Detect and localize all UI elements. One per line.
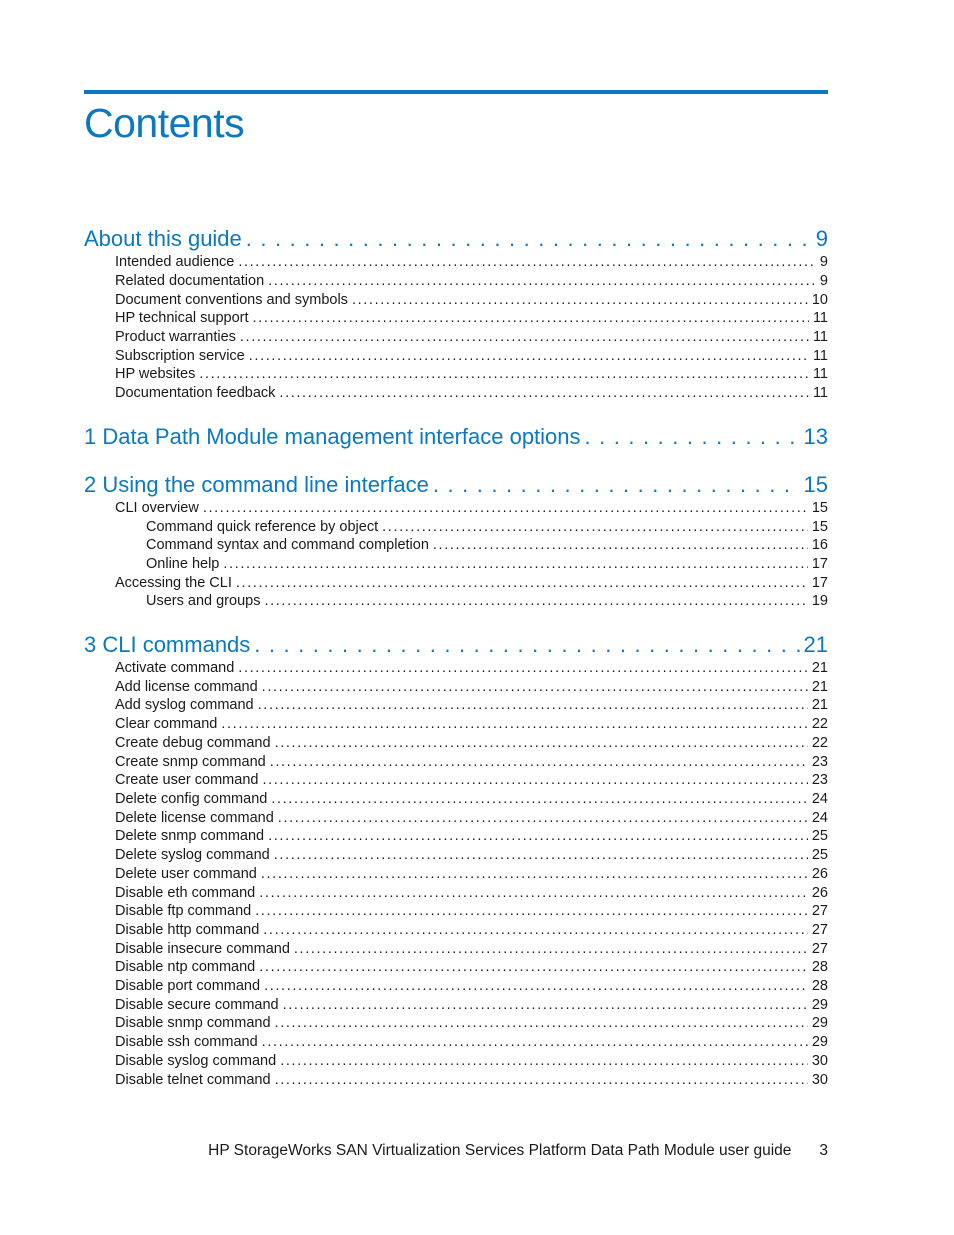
toc-entry-title: Delete syslog command <box>115 847 270 863</box>
toc-chapter-entry[interactable] <box>84 424 828 452</box>
toc-entry-title: Command syntax and command completion <box>146 537 429 553</box>
toc-entry-title: Create user command <box>115 772 259 788</box>
toc-leader-dots <box>221 716 808 732</box>
toc-leader-dots <box>262 679 808 695</box>
toc-entry[interactable] <box>115 922 828 941</box>
toc-entry-title: Delete config command <box>115 791 268 807</box>
toc-entry-title: 1 Data Path Module management interface options <box>84 424 581 449</box>
toc-entry-title: Delete license command <box>115 810 274 826</box>
toc-entry[interactable] <box>115 348 828 367</box>
toc-entry-title: Users and groups <box>146 593 261 609</box>
toc-entry-title: Create snmp command <box>115 754 266 770</box>
toc-leader-dots <box>352 292 808 308</box>
toc-entry[interactable] <box>115 997 828 1016</box>
toc-entry[interactable] <box>115 385 828 404</box>
toc-chapter-entry[interactable] <box>84 226 828 254</box>
toc-leader-dots <box>263 922 808 938</box>
toc-entry-title: Delete user command <box>115 866 257 882</box>
toc-entry[interactable] <box>115 366 828 385</box>
toc-leader-dots <box>199 366 809 382</box>
toc-leader-dots <box>433 537 808 553</box>
toc-entry[interactable] <box>115 575 828 594</box>
toc-page-number: 11 <box>812 348 828 364</box>
toc-page-number: 11 <box>812 310 828 326</box>
toc-leader-dots <box>259 959 808 975</box>
toc-page-number: 28 <box>811 959 828 975</box>
toc-page-number: 27 <box>811 922 828 938</box>
toc-leader-dots <box>268 273 816 289</box>
toc-entry[interactable] <box>115 679 828 698</box>
toc-page-number: 30 <box>811 1053 828 1069</box>
toc-entry-title: HP websites <box>115 366 196 382</box>
toc-entry-title: Online help <box>146 556 220 572</box>
toc-leader-dots <box>278 810 808 826</box>
toc-entry[interactable] <box>146 593 828 612</box>
toc-entry[interactable] <box>115 273 828 292</box>
toc-page-number: 21 <box>811 679 828 695</box>
toc-leader-dots <box>270 754 808 770</box>
toc-leader-dots <box>238 660 808 676</box>
toc-leader-dots <box>275 1072 808 1088</box>
toc-leader-dots <box>585 424 800 450</box>
toc-leader-dots <box>264 593 807 609</box>
toc-page-number: 29 <box>811 1015 828 1031</box>
toc-page-number: 25 <box>811 828 828 844</box>
toc-entry-title: About this guide <box>84 226 242 251</box>
toc-entry-title: Command quick reference by object <box>146 519 379 535</box>
toc-leader-dots <box>254 632 799 658</box>
toc-entry[interactable] <box>115 791 828 810</box>
toc-entry-title: Subscription service <box>115 348 245 364</box>
toc-entry-title: Disable secure command <box>115 997 279 1013</box>
toc-entry-title: Product warranties <box>115 329 236 345</box>
toc-entry-title: Disable syslog command <box>115 1053 277 1069</box>
toc-chapter-entry[interactable] <box>84 472 828 500</box>
toc-page-number: 9 <box>815 226 828 251</box>
toc-leader-dots <box>268 828 808 844</box>
toc-entry[interactable] <box>146 519 828 538</box>
toc-entry-title: Related documentation <box>115 273 265 289</box>
toc-page-number: 19 <box>811 593 828 609</box>
toc-entry-title: Disable telnet command <box>115 1072 271 1088</box>
toc-leader-dots <box>262 1034 808 1050</box>
toc-entry[interactable] <box>115 1072 828 1091</box>
toc-page-number: 16 <box>811 537 828 553</box>
toc-entry[interactable] <box>115 735 828 754</box>
toc-entry[interactable] <box>146 537 828 556</box>
toc-page-number: 11 <box>812 366 828 382</box>
toc-chapter-entry[interactable] <box>84 632 828 660</box>
toc-entry[interactable] <box>115 716 828 735</box>
toc-leader-dots <box>238 254 816 270</box>
toc-entry-title: Document conventions and symbols <box>115 292 348 308</box>
toc-entry[interactable] <box>115 310 828 329</box>
toc-entry-title: Disable port command <box>115 978 261 994</box>
toc-leader-dots <box>246 226 812 252</box>
toc-page-number: 23 <box>811 754 828 770</box>
toc-entry-title: Intended audience <box>115 254 235 270</box>
toc-entry[interactable] <box>115 941 828 960</box>
toc-leader-dots <box>236 575 808 591</box>
toc-page-number: 24 <box>811 791 828 807</box>
toc-leader-dots <box>223 556 808 572</box>
toc-leader-dots <box>264 978 808 994</box>
toc-page-number: 30 <box>811 1072 828 1088</box>
toc-entry[interactable] <box>115 847 828 866</box>
toc-entry-title: CLI overview <box>115 500 199 516</box>
toc-leader-dots <box>249 348 809 364</box>
toc-page-number: 11 <box>812 385 828 401</box>
toc-entry[interactable] <box>115 660 828 679</box>
toc-entry-title: Disable eth command <box>115 885 256 901</box>
toc-entry[interactable] <box>115 959 828 978</box>
toc-page-number: 24 <box>811 810 828 826</box>
toc-leader-dots <box>261 866 808 882</box>
page-title: Contents <box>84 100 245 146</box>
toc-page-number: 22 <box>811 716 828 732</box>
toc-leader-dots <box>253 310 809 326</box>
toc-page-number: 17 <box>811 575 828 591</box>
toc-leader-dots <box>274 847 808 863</box>
toc-leader-dots <box>275 1015 808 1031</box>
toc-entry-title: HP technical support <box>115 310 249 326</box>
toc-entry[interactable] <box>115 292 828 311</box>
toc-entry[interactable] <box>115 1053 828 1072</box>
toc-entry[interactable] <box>115 500 828 519</box>
toc-page-number: 9 <box>819 273 828 289</box>
toc-entry-title: Disable insecure command <box>115 941 290 957</box>
toc-page-number: 26 <box>811 866 828 882</box>
footer-page-number: 3 <box>819 1142 828 1159</box>
title-rule <box>84 90 828 94</box>
toc-entry[interactable] <box>115 697 828 716</box>
footer-doc-title: HP StorageWorks SAN Virtualization Services Platform Data Path Module user guide <box>208 1142 792 1159</box>
toc-page-number: 29 <box>811 997 828 1013</box>
toc-entry[interactable] <box>115 1015 828 1034</box>
toc-page-number: 11 <box>812 329 828 345</box>
toc-entry[interactable] <box>115 978 828 997</box>
toc-entry[interactable] <box>146 556 828 575</box>
toc-leader-dots <box>433 472 800 498</box>
toc-page-number: 22 <box>811 735 828 751</box>
toc-page-number: 28 <box>811 978 828 994</box>
toc-leader-dots <box>262 772 807 788</box>
toc-entry-title: Add syslog command <box>115 697 254 713</box>
toc-page-number: 25 <box>811 847 828 863</box>
toc-page-number: 27 <box>811 903 828 919</box>
toc-page-number: 13 <box>803 424 828 449</box>
toc-leader-dots <box>280 1053 808 1069</box>
toc-entry[interactable] <box>115 254 828 273</box>
toc-page-number: 23 <box>811 772 828 788</box>
toc-leader-dots <box>259 885 808 901</box>
toc-entry-title: 2 Using the command line interface <box>84 472 429 497</box>
toc-entry[interactable] <box>115 329 828 348</box>
toc-entry-title: Disable http command <box>115 922 260 938</box>
toc-entry-title: Activate command <box>115 660 235 676</box>
toc-entry-title: 3 CLI commands <box>84 632 251 657</box>
toc-leader-dots <box>258 697 808 713</box>
toc-entry[interactable] <box>115 810 828 829</box>
toc-entry[interactable] <box>115 903 828 922</box>
page-footer <box>84 1142 828 1160</box>
toc-page-number: 17 <box>811 556 828 572</box>
toc-page-number: 27 <box>811 941 828 957</box>
toc-page-number: 10 <box>811 292 828 308</box>
toc-page-number: 26 <box>811 885 828 901</box>
toc-entry-title: Disable ftp command <box>115 903 252 919</box>
toc-entry[interactable] <box>115 772 828 791</box>
toc-entry-title: Accessing the CLI <box>115 575 232 591</box>
toc-entry[interactable] <box>115 754 828 773</box>
toc-entry-title: Add license command <box>115 679 258 695</box>
toc-page-number: 15 <box>803 472 828 497</box>
toc-entry-title: Delete snmp command <box>115 828 265 844</box>
toc-leader-dots <box>294 941 808 957</box>
toc-page-number: 21 <box>803 632 828 657</box>
toc-entry[interactable] <box>115 828 828 847</box>
toc-leader-dots <box>271 791 808 807</box>
toc-entry-title: Documentation feedback <box>115 385 276 401</box>
toc-entry-title: Disable ssh command <box>115 1034 258 1050</box>
toc-entry[interactable] <box>115 885 828 904</box>
toc-page-number: 29 <box>811 1034 828 1050</box>
toc-entry-title: Disable snmp command <box>115 1015 271 1031</box>
toc-entry-title: Create debug command <box>115 735 271 751</box>
toc-entry-title: Clear command <box>115 716 218 732</box>
toc-page-number: 15 <box>811 500 828 516</box>
toc-leader-dots <box>203 500 808 516</box>
toc-entry[interactable] <box>115 866 828 885</box>
toc-page-number: 21 <box>811 697 828 713</box>
toc-page-number: 15 <box>811 519 828 535</box>
toc-leader-dots <box>382 519 808 535</box>
toc-leader-dots <box>255 903 808 919</box>
toc-entry[interactable] <box>115 1034 828 1053</box>
toc-page-number: 9 <box>819 254 828 270</box>
toc-leader-dots <box>240 329 809 345</box>
toc-entry-title: Disable ntp command <box>115 959 256 975</box>
toc-leader-dots <box>275 735 808 751</box>
toc-leader-dots <box>279 385 809 401</box>
toc-page-number: 21 <box>811 660 828 676</box>
toc-leader-dots <box>283 997 808 1013</box>
